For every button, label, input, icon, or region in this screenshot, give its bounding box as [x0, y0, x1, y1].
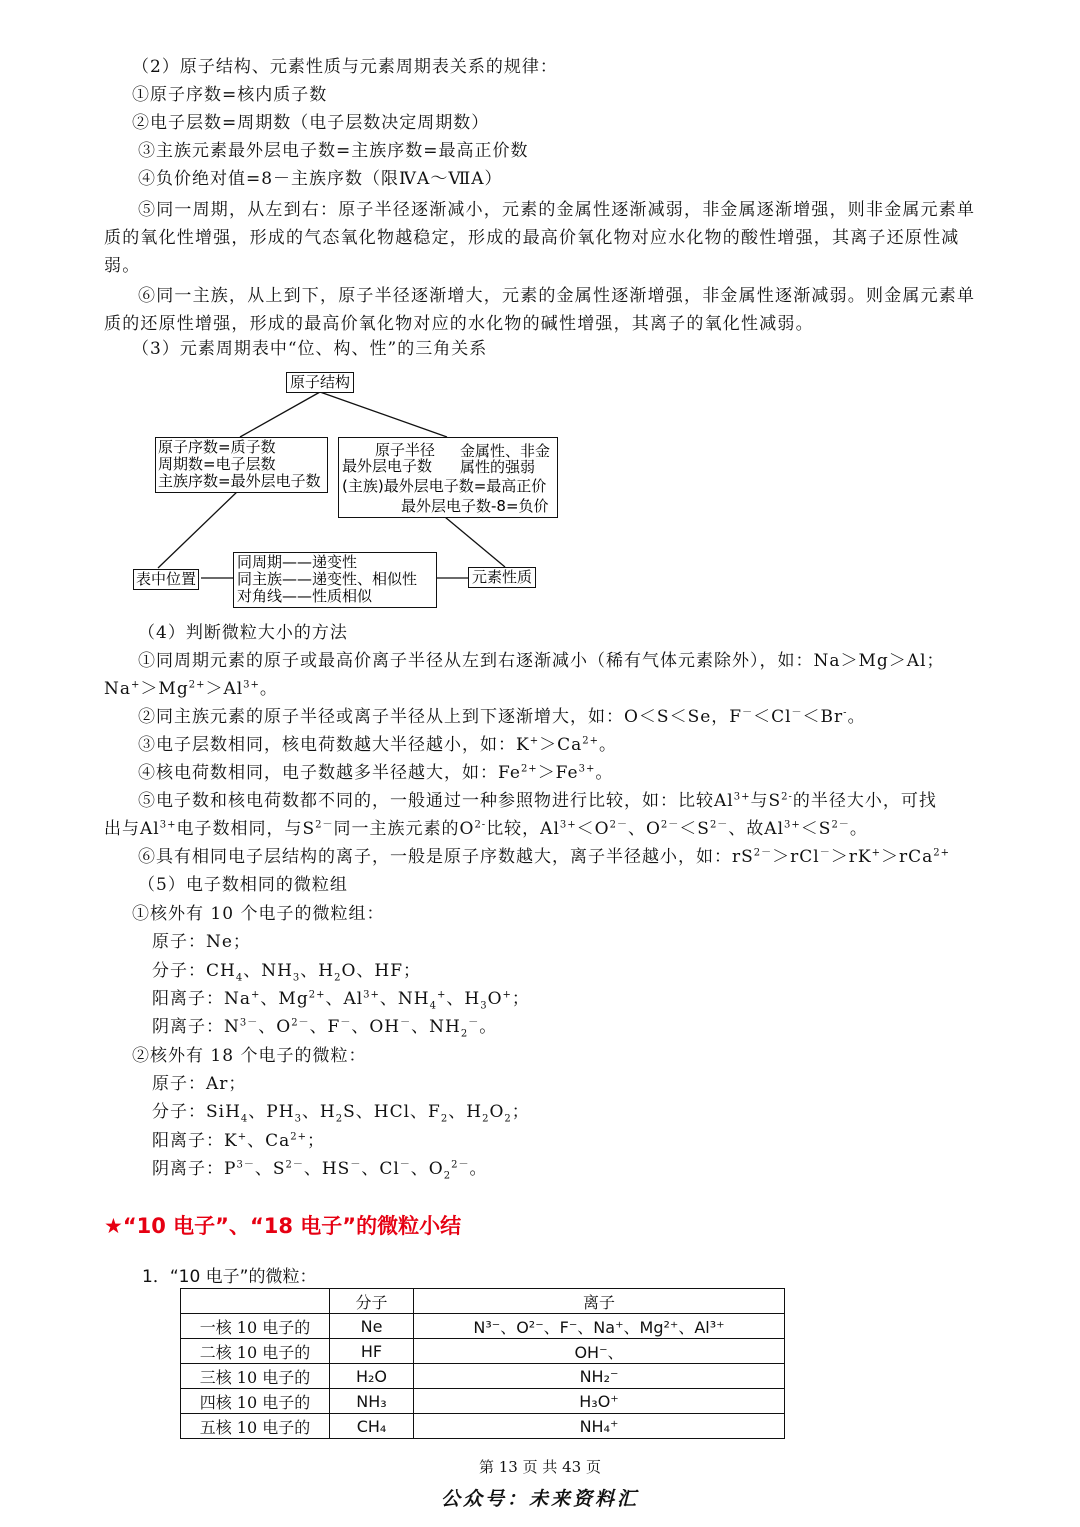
section-4-heading: （4）判断微粒大小的方法	[138, 623, 348, 643]
method-1-line-1: ①同周期元素的原子或最高价离子半径从左到右逐渐减小（稀有气体元素除外），如：Na＞Mg＞Al；	[138, 651, 945, 671]
rule-6: ⑥同一主族，从上到下，原子半径逐渐增大，元素的金属性逐渐增强，非金属性逐渐减弱。则金属元素单质的还原性增强，形成的最高价氧化物对应的水化物的碱性增强，其离子的氧化性减弱。	[104, 286, 976, 334]
table-header-row	[181, 1289, 785, 1314]
group-10-anion: 阴离子：$N^{3-}$、$O^{2-}$、F－、OH－、$NH_2^-$。	[152, 1017, 498, 1040]
table-header-molecule: 分子	[330, 1289, 414, 1314]
row-molecule: H₂O	[330, 1364, 414, 1389]
row-label: 一核 10 电子的	[181, 1314, 330, 1339]
group-10-atom: 原子：Ne；	[152, 932, 251, 952]
table-row	[181, 1364, 785, 1389]
footer-source: 公众号：未来资料汇	[440, 1488, 639, 1510]
method-5-line-1: ⑤电子数和核电荷数都不同的，一般通过一种参照物进行比较，如：比较$Al^{3+}$与$S^{2-}$的半径大小，可找	[138, 791, 937, 811]
group-18-molecule: 分子：SiH$_4$、$PH_3$、$H_2S$、HCl、$F_2$、$H_2O_2$；	[152, 1102, 530, 1125]
table-row	[181, 1389, 785, 1414]
node-position-structure: 原子序数=质子数 周期数=电子层数 主族序数=最外层电子数	[155, 437, 328, 493]
row-ion: H₃O⁺	[414, 1389, 785, 1414]
row-label: 二核 10 电子的	[181, 1339, 330, 1364]
rule-3: ③主族元素最外层电子数=主族序数=最高正价数	[138, 141, 529, 161]
rule-1: ①原子序数=核内质子数	[132, 85, 328, 105]
rule-2: ②电子层数=周期数（电子层数决定周期数）	[132, 113, 490, 133]
summary-subheading: 1．“10 电子”的微粒：	[142, 1267, 317, 1287]
row-label: 五核 10 电子的	[181, 1414, 330, 1439]
node-position-property: 同周期——递变性 同主族——递变性、相似性 对角线——性质相似	[233, 552, 437, 608]
node-atomic-structure: 原子结构	[286, 372, 354, 393]
method-4: ④核电荷数相同，电子数越多半径越大，如：$Fe^{2+}>Fe^{3+}$。	[138, 763, 614, 783]
page-number: 第 13 页 共 43 页	[478, 1458, 601, 1476]
node-element-property: 元素性质	[468, 567, 536, 588]
method-5-line-2: 出与$Al^{3+}$电子数相同，与$S^{2-}$同一主族元素的$O^{2-}$比较，$Al^{3+}<O^{2-}$、$O^{2-}<S^{2-}$、故$Al^{3+}<S^{2-}$。	[104, 819, 868, 839]
group-18-cation: 阳离子：K+、$Ca^{2+}$；	[152, 1131, 325, 1151]
ten-electron-table	[180, 1288, 785, 1439]
section-3-heading: （3）元素周期表中“位、构、性”的三角关系	[132, 339, 488, 359]
summary-heading: ★“10 电子”、“18 电子”的微粒小结	[104, 1214, 462, 1238]
method-3: ③电子层数相同，核电荷数越大半径越小，如：$K^+>Ca^{2+}$。	[138, 735, 617, 755]
row-ion: N³⁻、O²⁻、F⁻、Na⁺、Mg²⁺、Al³⁺	[414, 1314, 785, 1339]
section-5-heading: （5）电子数相同的微粒组	[138, 875, 348, 895]
row-molecule: NH₃	[330, 1389, 414, 1414]
table-header-ion: 离子	[414, 1289, 785, 1314]
table-header-blank	[181, 1289, 330, 1314]
node-structure-property: 原子半径 最外层电子数 金属性、非金 属性的强弱 (主族)最外层电子数=最高正价 最外层电子数-8=负价	[338, 437, 558, 518]
row-ion: NH₄⁺	[414, 1414, 785, 1439]
row-ion: NH₂⁻	[414, 1364, 785, 1389]
row-label: 四核 10 电子的	[181, 1389, 330, 1414]
table-row	[181, 1314, 785, 1339]
method-1-line-2: $Na^+>Mg^{2+}>Al^{3+}$。	[104, 679, 278, 699]
table-row	[181, 1339, 785, 1364]
row-ion: OH⁻、	[414, 1339, 785, 1364]
rule-5: ⑤同一周期，从左到右：原子半径逐渐减小，元素的金属性逐渐减弱，非金属逐渐增强，则非金属元素单质的氧化性增强，形成的气态氧化物越稳定，形成的最高价氧化物对应水化物的酸性增强，其离子还原性减弱。	[104, 200, 976, 276]
row-molecule: Ne	[330, 1314, 414, 1339]
rule-4: ④负价绝对值=8－主族序数（限ⅣA～ⅦA）	[138, 169, 503, 189]
table-row	[181, 1414, 785, 1439]
row-label: 三核 10 电子的	[181, 1364, 330, 1389]
node-table-position: 表中位置	[133, 569, 199, 590]
method-2: ②同主族元素的原子半径或离子半径从上到下逐渐增大，如：O＜S＜Se，F－＜Cl－＜Br-。	[138, 707, 866, 727]
group-18-atom: 原子：Ar；	[152, 1074, 247, 1094]
row-molecule: CH₄	[330, 1414, 414, 1439]
group-10-title: ①核外有 10 个电子的微粒组：	[132, 904, 385, 924]
group-10-cation: 阳离子：Na+、$Mg^{2+}$、$Al^{3+}$、$NH_4^+$、$H_3O^+$；	[152, 989, 530, 1012]
group-18-anion: 阴离子：$P^{3-}$、$S^{2-}$、HS－、Cl－、$O_2^{2-}$。	[152, 1159, 488, 1182]
section-2-heading: （2）原子结构、元素性质与元素周期表关系的规律：	[132, 57, 558, 77]
group-10-molecule: 分子：$CH_4$、$NH_3$、$H_2O$、HF；	[152, 961, 422, 984]
row-molecule: HF	[330, 1339, 414, 1364]
group-18-title: ②核外有 18 个电子的微粒：	[132, 1046, 367, 1066]
method-6: ⑥具有相同电子层结构的离子，一般是原子序数越大，离子半径越小，如：$rS^{2-}>rCl^->rK^+>rCa^{2+}$	[138, 847, 950, 867]
